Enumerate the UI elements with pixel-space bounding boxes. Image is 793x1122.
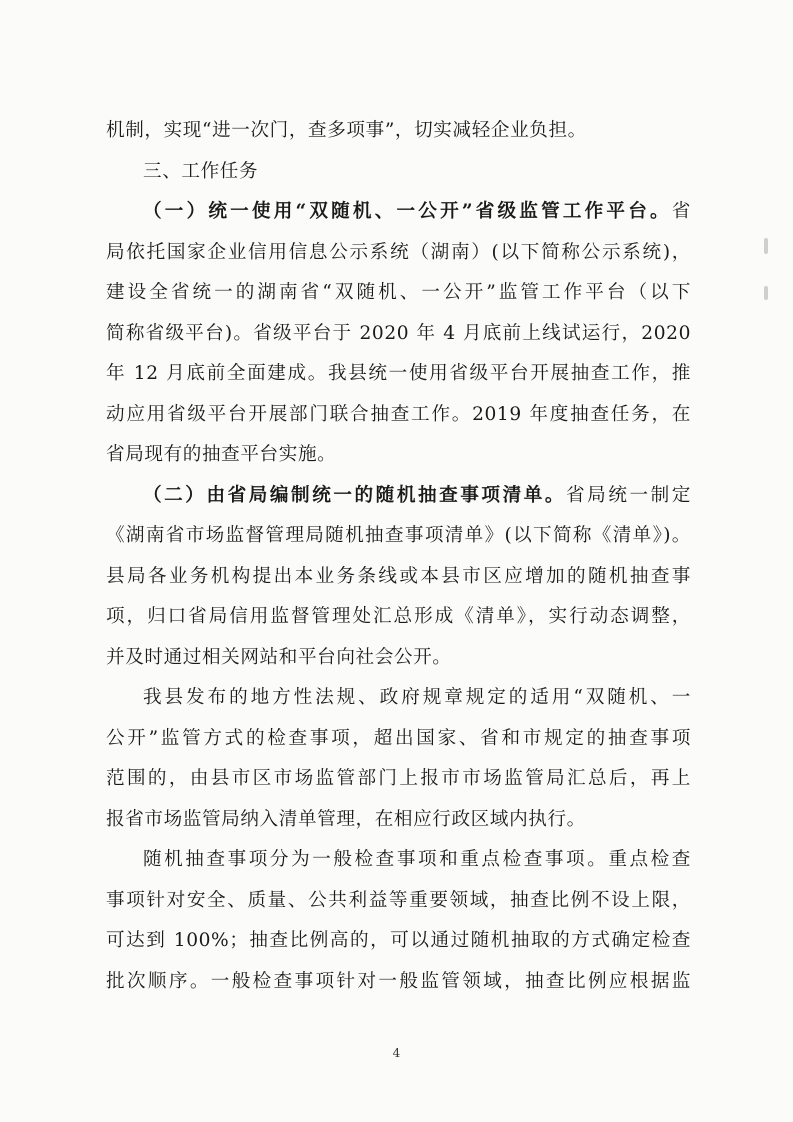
line-text: 《湖南省市场监督管理局随机抽查事项清单》(以下简称《清单》)。 — [106, 525, 691, 546]
line-text: 我县发布的地方性法规、政府规章规定的适用“双随机、一 — [143, 687, 691, 708]
bold-heading-text: （一）统一使用“双随机、一公开”省级监管工作平台。 — [143, 201, 672, 222]
text-line — [106, 597, 691, 638]
line-text: 建设全省统一的湖南省“双随机、一公开”监管工作平台（以下 — [106, 282, 691, 303]
margin-mark — [764, 286, 768, 300]
line-text: 事项针对安全、质量、公共利益等重要领域，抽查比例不设上限， — [106, 889, 691, 911]
page-number: 4 — [392, 1046, 401, 1060]
line-text: 可达到 100%；抽查比例高的，可以通过随机抽取的方式确定检查 — [106, 930, 691, 951]
line-text: 范围的，由县市区市场监管部门上报市市场监管局汇总后，再上 — [106, 768, 691, 789]
line-text: 随机抽查事项分为一般检查事项和重点检查事项。重点检查 — [143, 849, 691, 870]
text-line — [106, 881, 691, 922]
text-line — [106, 678, 691, 719]
text-line — [106, 719, 691, 760]
text-line — [106, 314, 691, 355]
line-text: 省局统一制定 — [566, 484, 691, 506]
text-line — [106, 273, 691, 314]
text-line — [106, 921, 691, 962]
text-line — [106, 840, 691, 881]
text-line — [106, 233, 691, 274]
text-line — [106, 435, 691, 476]
line-text: 公开”监管方式的检查事项，超出国家、省和市规定的抽查事项 — [106, 727, 691, 749]
text-line — [106, 516, 691, 557]
line-text: 机制，实现“进一次门，查多项事”，切实减轻企业负担。 — [106, 120, 587, 141]
text-line — [106, 476, 691, 517]
line-text: 动应用省级平台开展部门联合抽查工作。2019 年度抽查任务，在 — [106, 403, 691, 425]
line-text: 批次顺序。一般检查事项针对一般监管领域，抽查比例应根据监 — [106, 970, 691, 992]
text-line — [106, 192, 691, 233]
line-text: 并及时通过相关网站和平台向社会公开。 — [106, 646, 452, 668]
text-line — [106, 395, 691, 436]
line-text: 局依托国家企业信用信息公示系统（湖南）(以下简称公示系统)， — [106, 241, 691, 263]
line-text: 简称省级平台)。省级平台于 2020 年 4 月底前上线试运行，2020 — [106, 322, 691, 344]
line-text: 三、工作任务 — [143, 160, 259, 182]
text-line — [106, 111, 691, 152]
margin-mark — [764, 238, 768, 254]
text-line — [106, 152, 691, 193]
bold-heading-text: （二）由省局编制统一的随机抽查事项清单。 — [143, 484, 567, 506]
text-line — [106, 557, 691, 598]
text-line — [106, 354, 691, 395]
text-line — [106, 800, 691, 841]
line-text: 报省市场监管局纳入清单管理，在相应行政区域内执行。 — [106, 808, 586, 830]
line-text: 年 12 月底前全面建成。我县统一使用省级平台开展抽查工作，推 — [106, 363, 691, 384]
text-line — [106, 962, 691, 1003]
line-text: 县局各业务机构提出本业务条线或本县市区应增加的随机抽查事 — [106, 565, 691, 587]
line-text: 省 — [671, 201, 691, 222]
text-line — [106, 759, 691, 800]
line-text: 省局现有的抽查平台实施。 — [106, 444, 337, 465]
body-text — [106, 111, 691, 1002]
text-line — [106, 638, 691, 679]
line-text: 项，归口省局信用监督管理处汇总形成《清单》，实行动态调整， — [106, 606, 691, 627]
